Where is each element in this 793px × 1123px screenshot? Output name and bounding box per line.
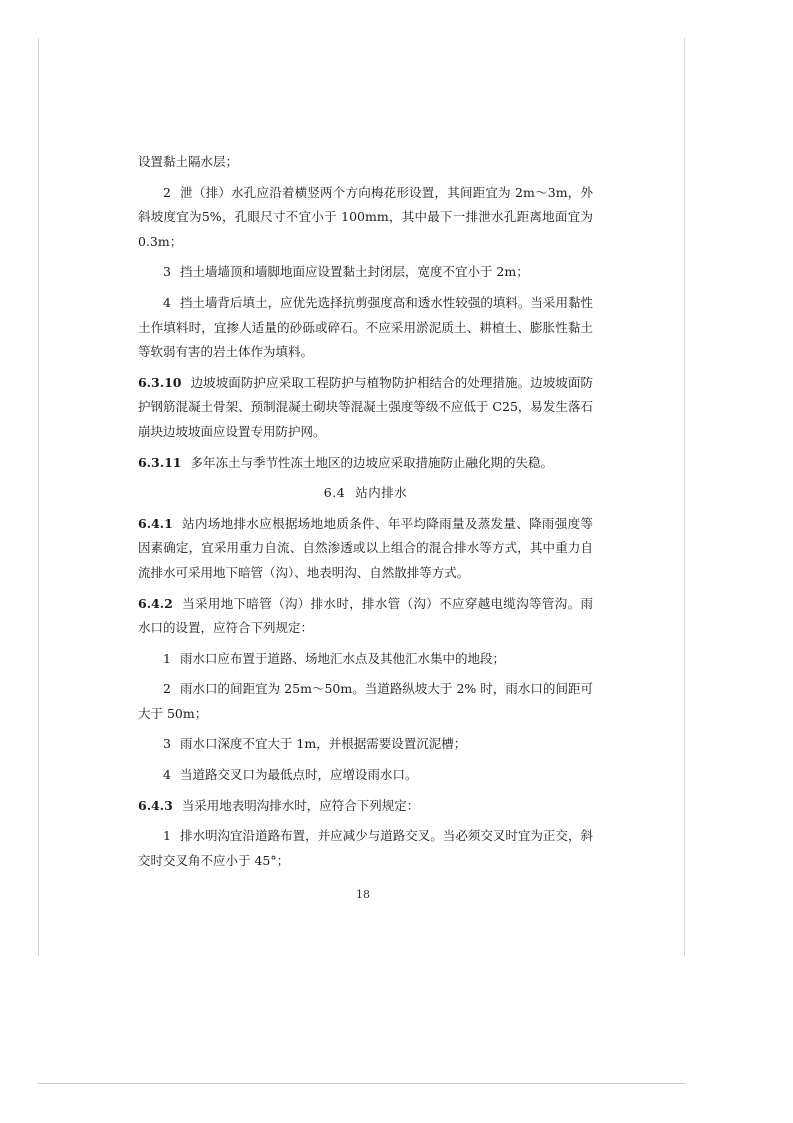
- list-item: [138, 647, 593, 672]
- clause-number: 6.4.3: [138, 797, 173, 813]
- item-number: 1: [163, 828, 171, 844]
- item-number: 2: [163, 184, 171, 200]
- list-item: [138, 181, 593, 255]
- paragraph-text: 设置黏土隔水层；: [138, 154, 239, 169]
- item-number: 1: [163, 650, 171, 666]
- clause: [138, 794, 593, 819]
- item-text: 挡土墙墙顶和墙脚地面应设置黏土封闭层，宽度不宜小于 2m；: [179, 264, 529, 280]
- clause: [138, 371, 593, 445]
- item-number: 2: [163, 681, 171, 697]
- clause-number: 6.4.1: [138, 515, 173, 531]
- page-number: 18: [356, 888, 370, 901]
- clause-text: 边坡坡面防护应采取工程防护与植物防护相结合的处理措施。边坡坡面防护钢筋混凝土骨架、预制混凝土砌块等混凝土强度等级不应低于 C25，易发生落石崩块边坡坡面应设置专用防护网。: [138, 374, 593, 439]
- item-number: 3: [163, 264, 171, 280]
- paragraph-continuation: [138, 150, 593, 175]
- item-text: 泄（排）水孔应沿着横竖两个方向梅花形设置，其间距宜为 2m～3m，外斜坡度宜为5%，孔眼尺寸不宜小于 100mm，其中最下一排泄水孔距离地面宜为0.3m；: [138, 184, 593, 249]
- clause-text: 多年冻土与季节性冻土地区的边坡应采取措施防止融化期的失稳。: [190, 454, 554, 470]
- clause: [138, 592, 593, 641]
- list-item: [138, 824, 593, 873]
- clause: [138, 451, 593, 476]
- list-item: [138, 763, 593, 788]
- clause-number: 6.4.2: [138, 595, 173, 611]
- list-item: [138, 677, 593, 726]
- item-text: 排水明沟宜沿道路布置，并应减少与道路交叉。当必须交叉时宜为正交，斜交时交叉角不应小于 45°；: [138, 828, 593, 868]
- item-text: 雨水口的间距宜为 25m～50m。当道路纵坡大于 2% 时，雨水口的间距可大于 50m；: [138, 681, 593, 721]
- item-number: 4: [163, 294, 171, 310]
- item-number: 4: [163, 767, 171, 783]
- clause-text: 当采用地表明沟排水时，应符合下列规定：: [181, 797, 420, 813]
- item-text: 雨水口应布置于道路、场地汇水点及其他汇水集中的地段；: [179, 650, 505, 666]
- list-item: [138, 291, 593, 365]
- bottom-rule: [38, 1083, 685, 1084]
- section-title: 站内排水: [355, 485, 408, 501]
- item-text: 雨水口深度不宜大于 1m，并根据需要设置沉泥槽；: [179, 736, 467, 752]
- item-number: 3: [163, 736, 171, 752]
- page-body: [138, 150, 593, 879]
- clause-number: 6.3.11: [138, 454, 182, 470]
- list-item: [138, 260, 593, 285]
- clause-number: 6.3.10: [138, 374, 182, 390]
- section-number: 6.4: [323, 485, 346, 501]
- item-text: 挡土墙背后填土，应优先选择抗剪强度高和透水性较强的填料。当采用黏性土作填料时，宜掺人适量的砂砾或碎石。不应采用淤泥质土、耕植土、膨胀性黏土等软弱有害的岩土体作为填料。: [138, 294, 593, 360]
- clause: [138, 512, 593, 586]
- item-text: 当道路交叉口为最低点时，应增设雨水口。: [179, 767, 418, 783]
- list-item: [138, 732, 593, 757]
- clause-text: 当采用地下暗管（沟）排水时，排水管（沟）不应穿越电缆沟等管沟。雨水口的设置，应符合下列规定：: [138, 595, 593, 636]
- left-margin-rule: [38, 38, 39, 956]
- section-heading: [138, 481, 593, 506]
- right-margin-rule: [684, 38, 685, 956]
- clause-text: 站内场地排水应根据场地地质条件、年平均降雨量及蒸发量、降雨强度等因素确定，宜采用重力自流、自然渗透或以上组合的混合排水等方式，其中重力自流排水可采用地下暗管（沟）、地表明沟、自然散排等方式。: [138, 515, 593, 580]
